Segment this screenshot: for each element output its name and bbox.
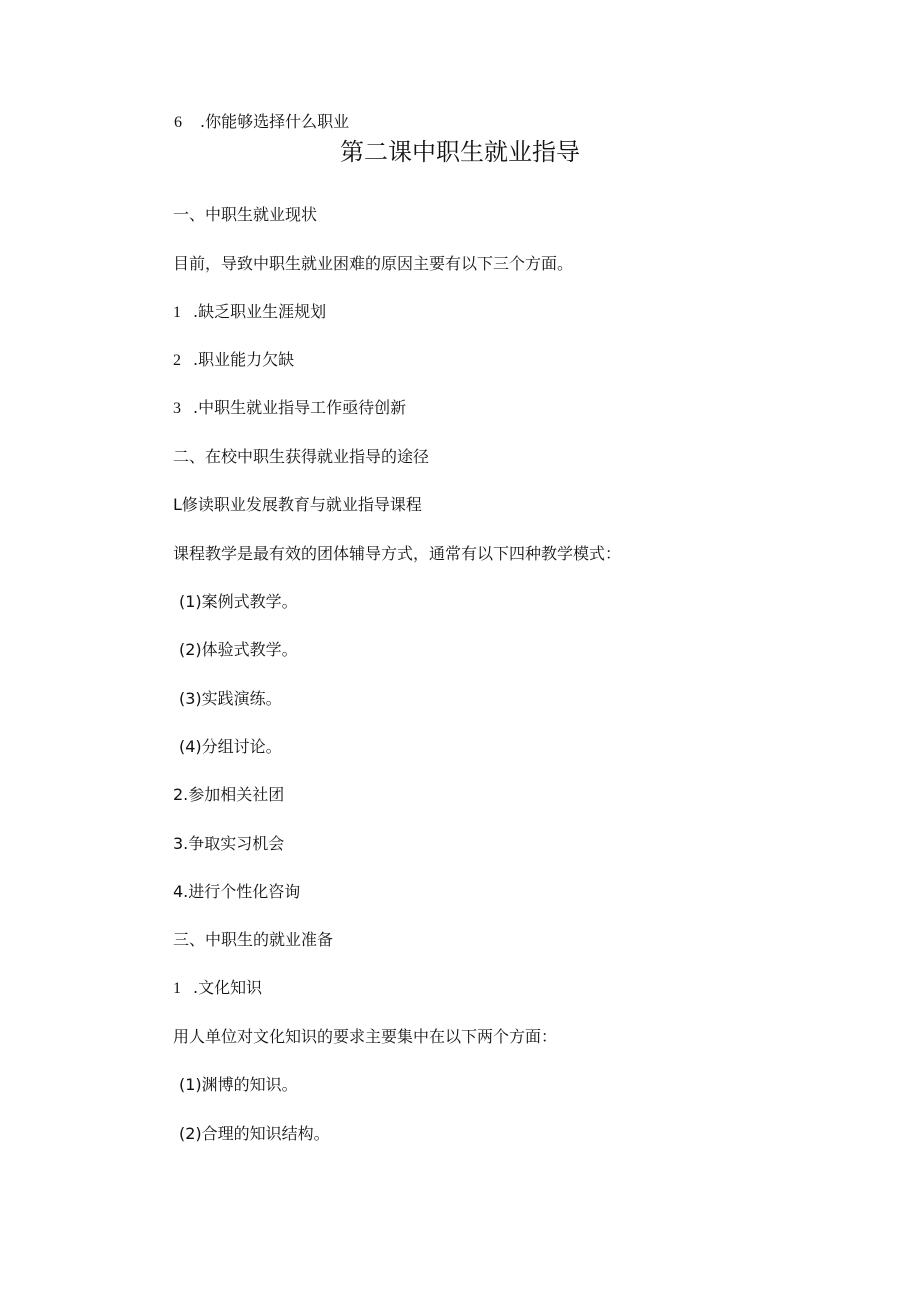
list-text: .你能够选择什么职业 (200, 112, 350, 131)
list-item-6 (174, 112, 349, 133)
list-number: 1 (173, 980, 181, 997)
list-number: 3 (173, 400, 181, 417)
list-text: .文化知识 (193, 978, 263, 997)
section-heading-1: 一、中职生就业现状 (173, 205, 318, 224)
sub-list-item: (4)分组讨论。 (179, 737, 282, 756)
sub-list-item: (1)案例式教学。 (179, 592, 298, 611)
list-item: 2.参加相关社团 (173, 785, 285, 804)
sub-list-item: (2)合理的知识结构。 (179, 1124, 330, 1143)
section-heading-2: 二、在校中职生获得就业指导的途径 (173, 447, 430, 466)
list-item (173, 978, 262, 999)
list-number: 1 (173, 304, 181, 321)
sub-list-item: (3)实践演练。 (179, 689, 282, 708)
paragraph: 目前，导致中职生就业困难的原因主要有以下三个方面。 (173, 254, 574, 273)
list-text: .中职生就业指导工作亟待创新 (193, 398, 407, 417)
list-text: .缺乏职业生涯规划 (193, 302, 327, 321)
list-item: 4.进行个性化咨询 (173, 882, 301, 901)
paragraph: 课程教学是最有效的团体辅导方式，通常有以下四种教学模式： (173, 544, 622, 563)
list-item (173, 350, 294, 371)
sub-list-item: (2)体验式教学。 (179, 640, 298, 659)
list-number: 6 (174, 114, 182, 131)
page-title: 第二课中职生就业指导 (340, 138, 580, 166)
sub-list-item: (1)渊博的知识。 (179, 1075, 298, 1094)
list-item: 3.争取实习机会 (173, 834, 285, 853)
list-text: .职业能力欠缺 (193, 350, 295, 369)
section-heading-3: 三、中职生的就业准备 (173, 930, 334, 949)
list-item (173, 302, 326, 323)
paragraph: 用人单位对文化知识的要求主要集中在以下两个方面： (173, 1027, 558, 1046)
list-number: 2 (173, 352, 181, 369)
list-item (173, 398, 406, 419)
list-item: L修读职业发展教育与就业指导课程 (173, 495, 422, 514)
